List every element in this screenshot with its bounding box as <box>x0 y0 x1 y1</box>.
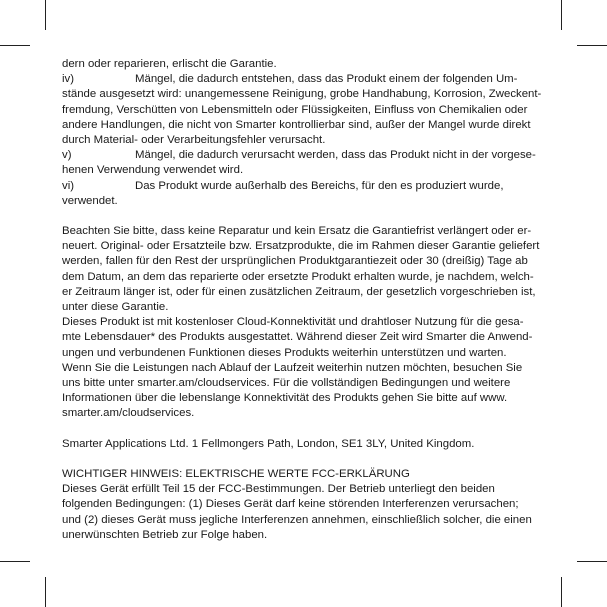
paragraph-cloud <box>62 315 550 421</box>
text-line: henen Verwendung verwendet wird. <box>62 164 244 177</box>
text-line: verwendet. <box>62 194 118 207</box>
list-number: v) <box>62 149 72 162</box>
text-line: neuert. Original- oder Ersatzteile bzw. Ersatzprodukte, die im Rahmen dieser Garantie geliefert <box>62 240 540 253</box>
text-line: unter diese Garantie. <box>62 301 169 314</box>
text-line: Das Produkt wurde außerhalb des Bereichs, für den es produziert wurde, <box>135 179 504 192</box>
fcc-statement <box>62 467 550 543</box>
list-number: iv) <box>62 73 75 86</box>
text-line: Wenn Sie die Leistungen nach Ablauf der Laufzeit weiterhin nutzen möchten, besuchen Sie <box>62 361 523 374</box>
crop-mark-bottom-left-vertical <box>45 577 46 607</box>
crop-mark-top-left-vertical <box>45 0 46 30</box>
text-line: durch Material- oder Verarbeitungsfehler verursacht. <box>62 133 326 146</box>
text-line: smarter.am/cloudservices. <box>62 407 195 420</box>
text-line: fremdung, Verschütten von Lebensmitteln oder Flüssigkeiten, Einfluss von Chemikalien oder <box>62 103 528 116</box>
text-line: Mängel, die dadurch entstehen, dass das Produkt einem der folgenden Um- <box>135 73 518 86</box>
list-item-iv <box>62 72 550 148</box>
crop-mark-bottom-right-horizontal <box>577 561 607 562</box>
list-item-vi <box>62 179 550 209</box>
crop-mark-top-right-vertical <box>561 0 562 30</box>
text-line: stände ausgesetzt wird: unangemessene Reinigung, grobe Handhabung, Korrosion, Zweckent- <box>62 88 542 101</box>
paragraph-gap <box>62 422 550 437</box>
text-line: und (2) dieses Gerät muss jegliche Interferenzen annehmen, einschließlich solcher, die einen <box>62 513 532 526</box>
paragraph-repair <box>62 224 550 315</box>
text-line: dern oder reparieren, erlischt die Garantie. <box>62 58 277 70</box>
text-line: unerwünschten Betrieb zur Folge haben. <box>62 528 268 541</box>
text-line: Mängel, die dadurch verursacht werden, dass das Produkt nicht in der vorgese- <box>135 149 536 162</box>
text-line: uns bitte unter smarter.am/cloudservices. Für die vollständigen Bedingungen und weitere <box>62 376 511 389</box>
paragraph-gap <box>62 209 550 224</box>
text-line: dem Datum, an dem das reparierte oder ersetzte Produkt erhalten wurde, je nachdem, welch- <box>62 270 534 283</box>
text-line: Informationen über die lebenslange Konnektivität des Produkts gehen Sie bitte auf www. <box>62 392 508 405</box>
crop-mark-top-left-horizontal <box>0 45 30 46</box>
text-line: Beachten Sie bitte, dass keine Reparatur und kein Ersatz die Garantiefrist verlängert oder er- <box>62 225 532 238</box>
text-line: folgenden Bedingungen: (1) Dieses Gerät darf keine störenden Interferenzen verursachen; <box>62 498 519 511</box>
fcc-heading: WICHTIGER HINWEIS: ELEKTRISCHE WERTE FCC-ERKLÄRUNG <box>62 468 410 481</box>
list-number: vi) <box>62 179 75 192</box>
document-page <box>62 57 550 543</box>
crop-mark-bottom-left-horizontal <box>0 561 30 562</box>
company-address: Smarter Applications Ltd. 1 Fellmongers Path, London, SE1 3LY, United Kingdom. <box>62 437 475 450</box>
text-line: Dieses Produkt ist mit kostenloser Cloud-Konnektivität und drahtloser Nutzung für die gesa- <box>62 316 524 329</box>
text-line: mte Lebensdauer* des Produkts ausgestattet. Während dieser Zeit wird Smarter die Anwend- <box>62 331 533 344</box>
text-line: werden, fallen für den Rest der ursprünglichen Produktgarantiezeit oder 30 (dreißig) Tage ab <box>62 255 528 268</box>
text-line: andere Handlungen, die nicht von Smarter kontrollierbar sind, außer der Mangel wurde direkt <box>62 118 531 131</box>
crop-mark-top-right-horizontal <box>577 45 607 46</box>
text-line: ungen und verbundenen Funktionen dieses Produkts weiterhin unterstützen und warten. <box>62 346 507 359</box>
paragraph-gap <box>62 452 550 467</box>
crop-mark-bottom-right-vertical <box>561 577 562 607</box>
text-line: er Zeitraum länger ist, oder für einen zusätzlichen Zeitraum, der gesetzlich vorgeschrieben ist, <box>62 285 536 298</box>
list-item-v <box>62 148 550 178</box>
text-line: Dieses Gerät erfüllt Teil 15 der FCC-Bestimmungen. Der Betrieb unterliegt den beiden <box>62 483 495 496</box>
